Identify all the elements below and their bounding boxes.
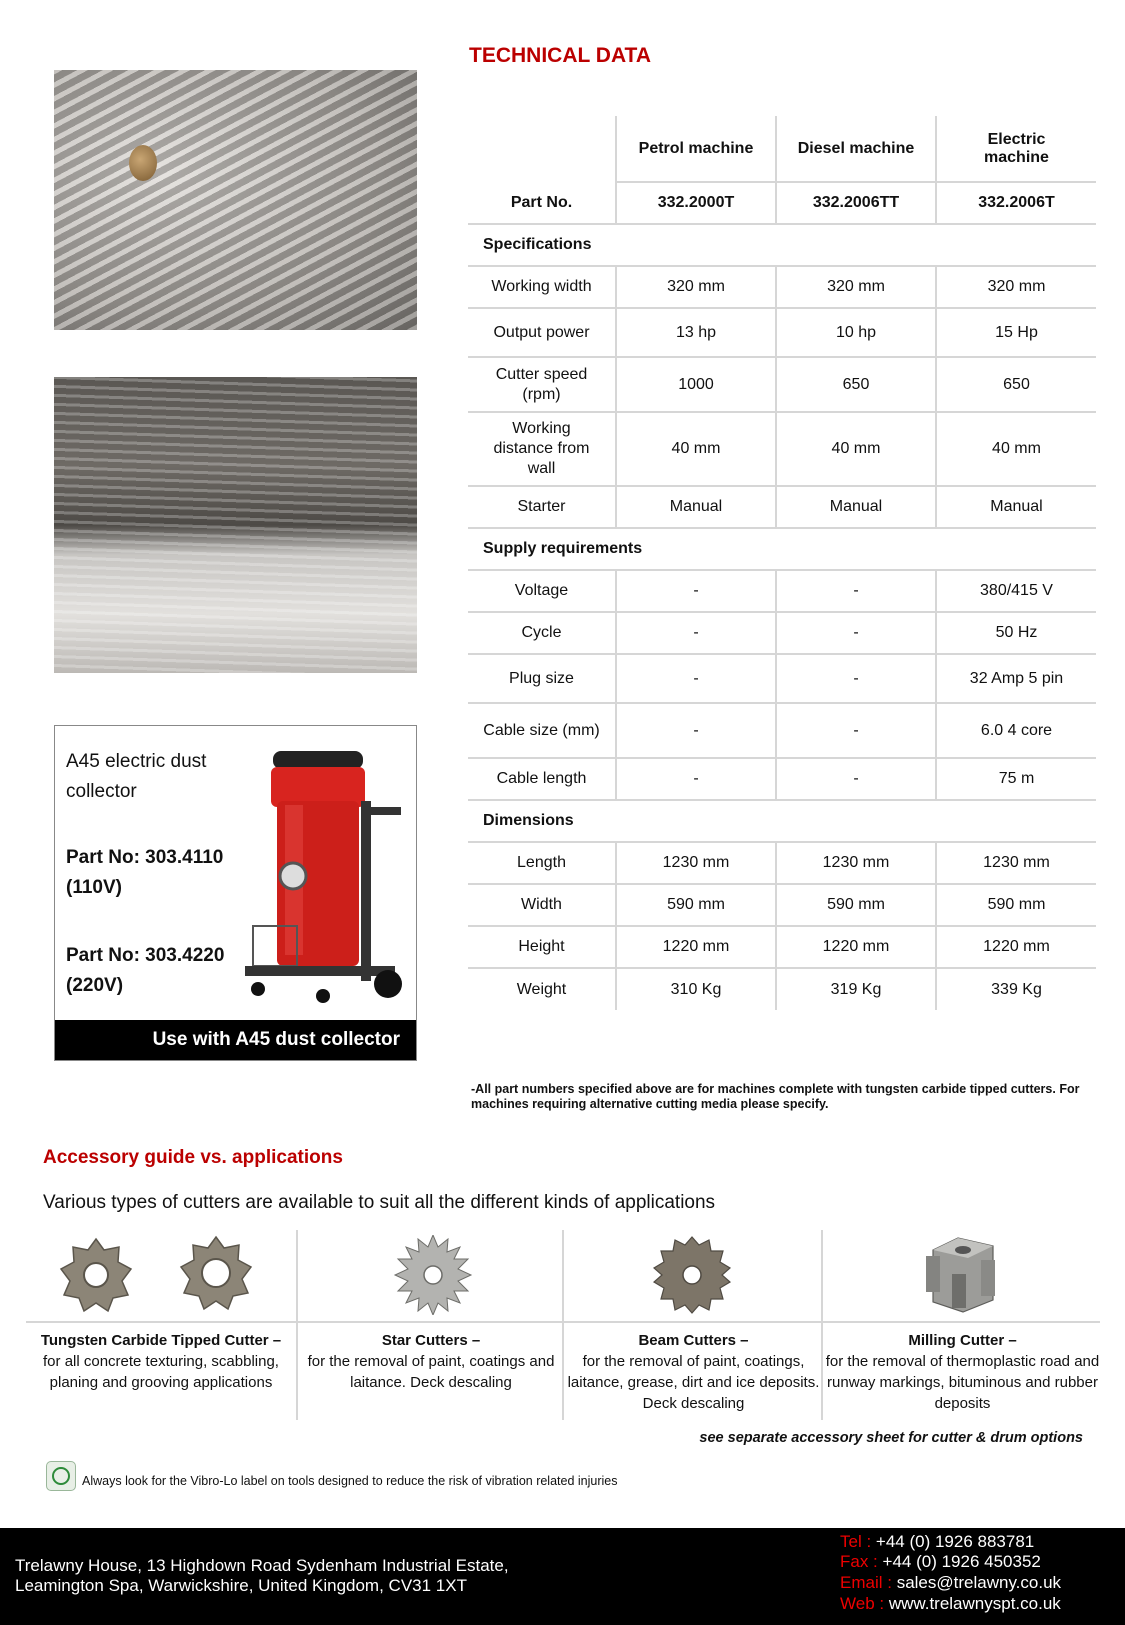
table-cell: 380/415 V [936, 570, 1096, 612]
table-cell: Manual [776, 486, 936, 528]
table-row-label: Cutter speed (rpm) [468, 357, 616, 412]
tungsten-cutter-icon [56, 1235, 136, 1315]
table-row-label: Output power [468, 308, 616, 357]
table-cell: - [616, 612, 776, 654]
fax-value: +44 (0) 1926 450352 [882, 1552, 1041, 1571]
concrete-texture-photo-1 [54, 70, 417, 330]
table-cell: 332.2006T [936, 182, 1096, 224]
table-cell: - [776, 703, 936, 758]
table-cell: 650 [936, 357, 1096, 412]
concrete-texture-photo-2 [54, 377, 417, 673]
table-section-label: Dimensions [468, 800, 1096, 842]
web-value[interactable]: www.trelawnyspt.co.uk [888, 1594, 1061, 1613]
table-cell: 590 mm [776, 884, 936, 926]
table-row-label: Weight [516, 980, 567, 998]
accessory-text-milling [823, 1330, 1102, 1414]
milling-cutter-icon [918, 1230, 1008, 1318]
table-row [468, 357, 1096, 412]
table-row [468, 308, 1096, 357]
table-row [468, 884, 1096, 926]
accessory-item-beam [562, 1230, 823, 1420]
table-row [468, 266, 1096, 308]
dust-collector-caption: Use with A45 dust collector [55, 1020, 416, 1060]
table-cell: 32 Amp 5 pin [936, 654, 1096, 703]
table-row [468, 486, 1096, 528]
accessory-description: for the removal of paint, coatings, laitance, grease, dirt and ice deposits. Deck descaling [567, 1353, 820, 1412]
table-cell: - [776, 570, 936, 612]
table-cell: - [616, 654, 776, 703]
table-cell: 590 mm [936, 884, 1096, 926]
footer-web[interactable] [840, 1594, 1061, 1614]
table-row [468, 842, 1096, 884]
table-cell: 10 hp [776, 308, 936, 357]
table-cell: - [776, 654, 936, 703]
accessory-description: for the removal of paint, coatings and laitance. Deck descaling [307, 1353, 555, 1391]
table-column-header: Diesel machine [776, 116, 936, 182]
table-cell: 320 mm [616, 266, 776, 308]
table-cell: 50 Hz [936, 612, 1096, 654]
accessory-name: Milling Cutter – [908, 1332, 1017, 1349]
table-row [468, 968, 1096, 1010]
table-cell: 650 [776, 357, 936, 412]
coin-image [129, 145, 157, 181]
table-cell: 1220 mm [616, 926, 776, 968]
accessory-name: Tungsten Carbide Tipped Cutter – [40, 1332, 282, 1349]
footer-address-line-2: Leamington Spa, Warwickshire, United Kingdom, CV31 1XT [15, 1576, 467, 1595]
footer-address-line-1: Trelawny House, 13 Highdown Road Sydenham Industrial Estate, [15, 1556, 509, 1575]
accessory-text-star [298, 1330, 564, 1393]
table-cell: 40 mm [776, 412, 936, 486]
table-cell: 320 mm [776, 266, 936, 308]
table-section-label: Specifications [468, 224, 1096, 266]
see-separate-sheet-note: see separate accessory sheet for cutter & drum options [699, 1430, 1083, 1446]
table-cell: 75 m [936, 758, 1096, 800]
dust-collector-box [54, 725, 417, 1061]
table-cell: - [616, 758, 776, 800]
table-section-row [468, 800, 1096, 842]
accessory-text-tungsten [26, 1330, 296, 1393]
table-row-label: Cable length [468, 758, 616, 800]
tel-value: +44 (0) 1926 883781 [875, 1532, 1035, 1551]
table-part-number-row [468, 182, 1096, 224]
accessory-description: for the removal of thermoplastic road and runway markings, bituminous and rubber deposits [825, 1353, 1100, 1412]
table-cell: 1220 mm [776, 926, 936, 968]
table-cell: 6.0 4 core [936, 703, 1096, 758]
accessory-name: Beam Cutters – [638, 1332, 749, 1349]
table-row [468, 654, 1096, 703]
tungsten-cutter-icon-2 [176, 1233, 256, 1313]
fax-label: Fax : [840, 1552, 878, 1571]
table-cell: 590 mm [616, 884, 776, 926]
table-cell: 319 Kg [776, 968, 936, 1010]
table-cell: - [776, 612, 936, 654]
accessory-guide [26, 1230, 1100, 1420]
email-value[interactable]: sales@trelawny.co.uk [896, 1573, 1062, 1592]
table-cell: 40 mm [936, 412, 1096, 486]
table-column-header: Petrol machine [616, 116, 776, 182]
table-row [468, 412, 1096, 486]
dust-collector-part-110v: Part No: 303.4110 (110V) [66, 847, 224, 898]
footer-tel [840, 1532, 1034, 1552]
table-cell: 1230 mm [616, 842, 776, 884]
accessory-description: for all concrete texturing, scabbling, planing and grooving applications [43, 1353, 279, 1391]
table-row-label: Width [468, 884, 616, 926]
technical-data-table [468, 116, 1096, 1010]
table-row-label: Starter [468, 486, 616, 528]
web-label: Web : [840, 1594, 885, 1613]
table-cell: 1230 mm [776, 842, 936, 884]
table-row-label: Voltage [468, 570, 616, 612]
table-cell: 1220 mm [936, 926, 1096, 968]
table-row-label: Working distance from wall [468, 412, 616, 486]
accessory-item-milling [821, 1230, 1102, 1420]
table-cell: 15 Hp [936, 308, 1096, 357]
table-header-blank [468, 116, 616, 182]
accessory-text-beam [564, 1330, 823, 1414]
technical-data-title: TECHNICAL DATA [469, 44, 651, 67]
table-row-label: Height [468, 926, 616, 968]
table-cell: 332.2000T [616, 182, 776, 224]
footer-fax [840, 1552, 1041, 1572]
table-row-label: Length [468, 842, 616, 884]
table-cell: - [616, 703, 776, 758]
table-row-label: Cable size (mm) [468, 703, 616, 758]
table-column-header: Electric machine [936, 116, 1096, 182]
dust-collector-part-220v: Part No: 303.4220 (220V) [66, 945, 225, 996]
part-number-note: -All part numbers specified above are for machines complete with tungsten carbide tipped cutters. For machines requiring alternative cutting media please specify. [471, 1082, 1080, 1111]
table-row [468, 758, 1096, 800]
table-cell: 40 mm [616, 412, 776, 486]
table-cell: - [616, 570, 776, 612]
accessory-guide-title: Accessory guide vs. applications [43, 1147, 343, 1168]
vibro-lo-text: Always look for the Vibro-Lo label on tools designed to reduce the risk of vibration related injuries [82, 1474, 618, 1488]
table-row [468, 570, 1096, 612]
table-row-label: Part No. [468, 182, 616, 224]
table-header-row [468, 116, 1096, 182]
table-cell: - [776, 758, 936, 800]
table-row [468, 926, 1096, 968]
table-cell: 320 mm [936, 266, 1096, 308]
table-cell: 1000 [616, 357, 776, 412]
accessory-item-star [296, 1230, 564, 1420]
table-cell: 332.2006TT [776, 182, 936, 224]
dust-collector-name: A45 electric dust collector [66, 751, 207, 802]
table-cell: 1230 mm [936, 842, 1096, 884]
tel-label: Tel : [840, 1532, 872, 1551]
table-row [468, 703, 1096, 758]
table-section-label: Supply requirements [468, 528, 1096, 570]
table-section-row [468, 224, 1096, 266]
table-row-label: Working width [468, 266, 616, 308]
table-cell: Manual [936, 486, 1096, 528]
accessory-name: Star Cutters – [381, 1332, 481, 1349]
footer-email[interactable] [840, 1573, 1061, 1593]
star-cutter-icon [385, 1235, 481, 1315]
table-row [468, 612, 1096, 654]
table-section-row [468, 528, 1096, 570]
dust-collector-image [233, 741, 418, 1021]
table-cell: 339 Kg [936, 968, 1096, 1010]
vibro-lo-logo-icon [46, 1461, 76, 1491]
table-row-label: Plug size [468, 654, 616, 703]
table-cell: Manual [616, 486, 776, 528]
table-cell: 13 hp [616, 308, 776, 357]
accessory-item-tungsten [26, 1230, 296, 1420]
table-cell: 310 Kg [616, 968, 776, 1010]
table-row-label: Cycle [468, 612, 616, 654]
email-label: Email : [840, 1573, 892, 1592]
beam-cutter-icon [647, 1235, 737, 1315]
accessory-guide-subtitle: Various types of cutters are available to suit all the different kinds of applications [43, 1192, 716, 1213]
